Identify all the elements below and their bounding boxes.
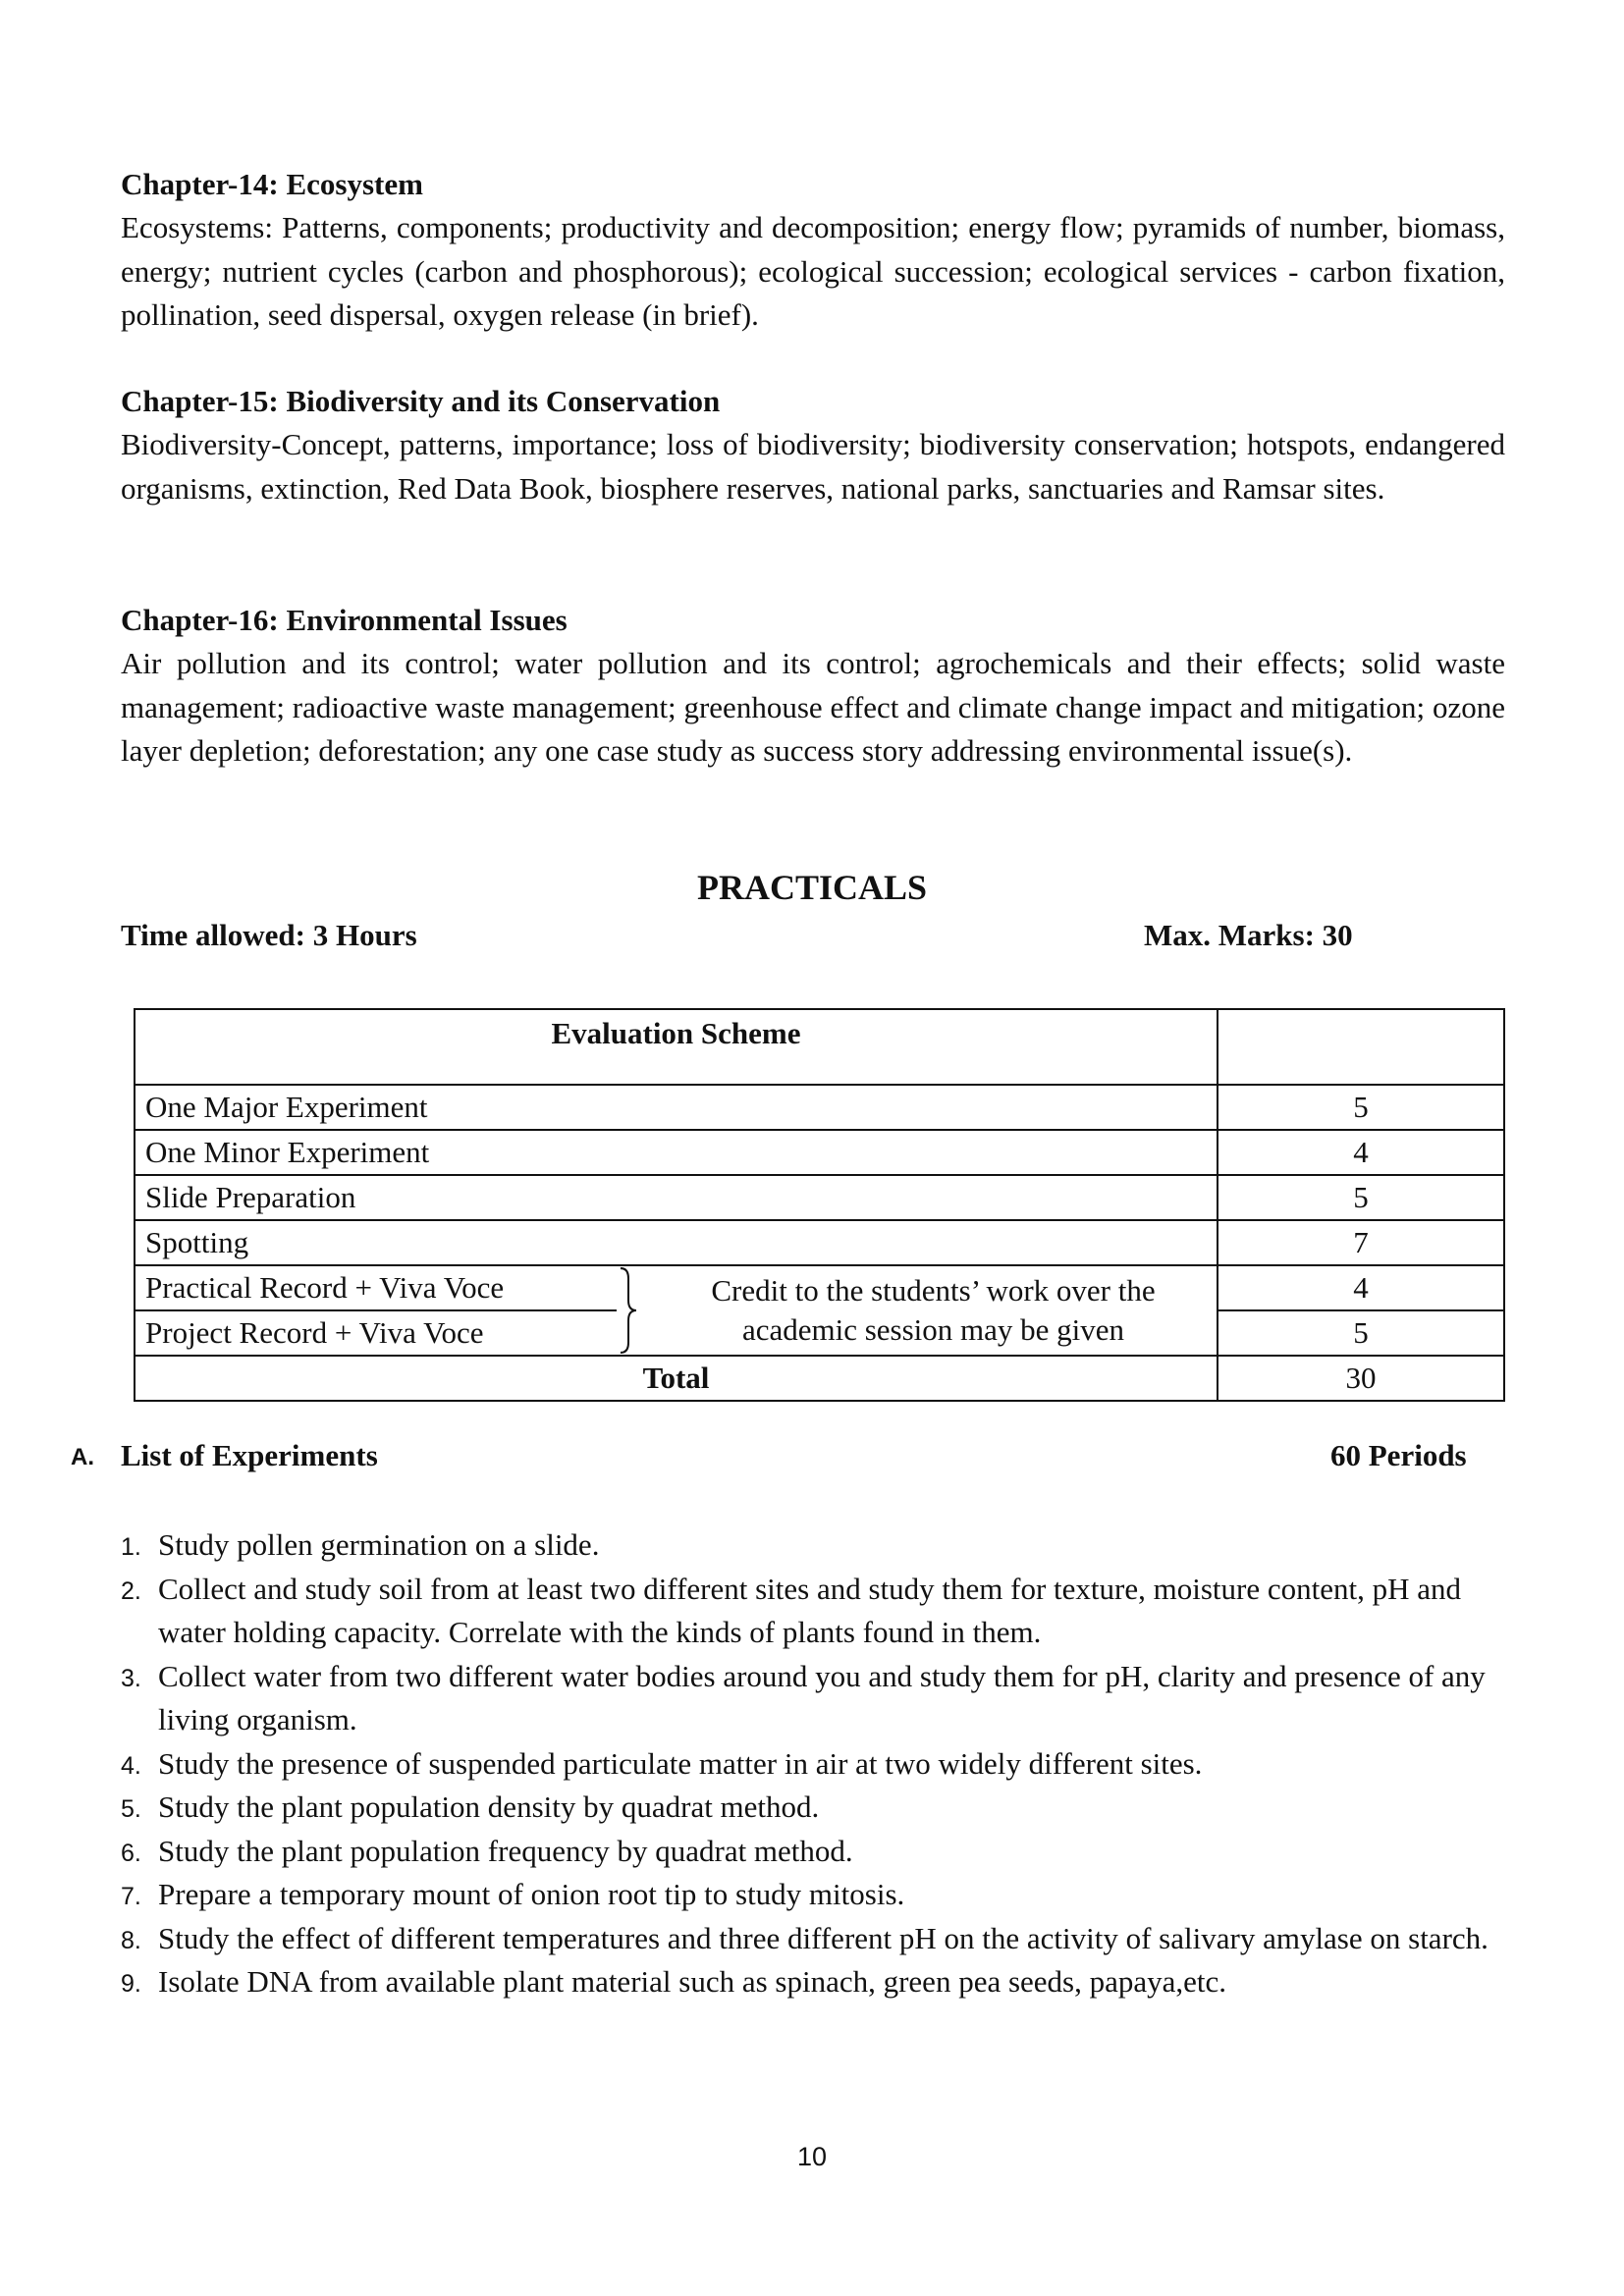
time-allowed: Time allowed: 3 Hours: [121, 918, 417, 952]
total-label: Total: [135, 1356, 1218, 1401]
table-row: [135, 1130, 1504, 1175]
evaluation-marks: 7: [1218, 1220, 1504, 1265]
table-row: [135, 1220, 1504, 1265]
table-row: [135, 1265, 1504, 1310]
item-text: Study the plant population density by quadrat method.: [158, 1789, 820, 1824]
item-text: Isolate DNA from available plant material such as spinach, green pea seeds, papaya,etc.: [158, 1964, 1227, 1999]
item-number: 3.: [121, 1664, 141, 1692]
chapter-16-section: [121, 599, 1505, 774]
item-number: 4.: [121, 1751, 141, 1780]
chapter-15-section: [121, 380, 1505, 510]
list-item: [121, 1960, 1505, 2004]
max-marks: Max. Marks: 30: [1144, 918, 1353, 952]
item-number: 7.: [121, 1883, 141, 1910]
evaluation-item: One Major Experiment: [135, 1085, 1218, 1130]
table-header-row: [135, 1009, 1504, 1085]
chapter-14-heading: Chapter-14: Ecosystem: [121, 167, 423, 201]
evaluation-marks: 5: [1218, 1310, 1504, 1356]
item-number: 2.: [121, 1576, 141, 1605]
section-title: List of Experiments: [121, 1438, 378, 1472]
item-text: Study the plant population frequency by quadrat method.: [158, 1833, 853, 1868]
evaluation-marks: 4: [1218, 1265, 1504, 1310]
item-text: Study pollen germination on a slide.: [158, 1527, 600, 1562]
table-row: [135, 1085, 1504, 1130]
marks-header-cell: [1218, 1009, 1504, 1085]
evaluation-item: One Minor Experiment: [135, 1130, 1218, 1175]
evaluation-item: Slide Preparation: [135, 1175, 1218, 1220]
evaluation-marks: 4: [1218, 1130, 1504, 1175]
practicals-title: PRACTICALS: [696, 868, 928, 907]
evaluation-item: Spotting: [135, 1220, 1218, 1265]
list-item: [121, 1523, 1505, 1568]
total-marks: 30: [1218, 1356, 1504, 1401]
list-item: [121, 1786, 1505, 1830]
evaluation-item: Project Record + Viva Voce: [135, 1310, 617, 1356]
credit-note-line-2: academic session may be given: [741, 1312, 1125, 1347]
credit-note-line-1: Credit to the students’ work over the: [711, 1273, 1156, 1308]
item-number: 6.: [121, 1839, 141, 1867]
item-number: 5.: [121, 1795, 141, 1823]
evaluation-item: Practical Record + Viva Voce: [135, 1265, 617, 1310]
list-item: [121, 1873, 1505, 1917]
chapter-16-body: Air pollution and its control; water pollution and its control; agrochemicals and their effects; solid waste management; radioactive waste management; greenhouse effect and climate change impact and mitigation; ozone layer depletion; deforestation; any one case study as success story addressing environmental issue(s).: [121, 646, 1505, 768]
total-row: [135, 1356, 1504, 1401]
list-item: [121, 1917, 1505, 1961]
item-number: 1.: [121, 1533, 141, 1561]
page-number: 10: [796, 2142, 828, 2171]
item-text: Collect water from two different water bodies around you and study them for pH, clarity and presence of any living organism.: [158, 1658, 1486, 1736]
item-number: 8.: [121, 1926, 141, 1954]
list-item: [121, 1655, 1505, 1742]
evaluation-scheme-table: [134, 1008, 1505, 1402]
chapter-15-body: Biodiversity-Concept, patterns, importance; loss of biodiversity; biodiversity conservation; hotspots, endangered organisms, extinction, Red Data Book, biosphere reserves, national parks, sanctuaries and Ramsar sites.: [121, 427, 1505, 506]
section-periods: 60 Periods: [1330, 1438, 1467, 1472]
chapter-15-heading: Chapter-15: Biodiversity and its Conservation: [121, 384, 721, 418]
list-item: [121, 1830, 1505, 1874]
chapter-14-section: [121, 163, 1505, 338]
list-item: [121, 1742, 1505, 1787]
table-row: [135, 1175, 1504, 1220]
item-text: Study the presence of suspended particulate matter in air at two widely different sites.: [158, 1745, 1203, 1781]
item-text: Prepare a temporary mount of onion root tip to study mitosis.: [158, 1877, 905, 1911]
evaluation-scheme-header: Evaluation Scheme: [135, 1009, 1218, 1085]
experiments-list: [121, 1523, 1505, 2004]
item-text: Collect and study soil from at least two different sites and study them for texture, moisture content, pH and water holding capacity. Correlate with the kinds of plants found in them.: [158, 1571, 1461, 1649]
item-text: Study the effect of different temperatures and three different pH on the activity of salivary amylase on starch.: [158, 1920, 1489, 1955]
item-number: 9.: [121, 1970, 141, 1998]
evaluation-marks: 5: [1218, 1085, 1504, 1130]
evaluation-marks: 5: [1218, 1175, 1504, 1220]
section-letter: A.: [71, 1444, 94, 1470]
curly-brace-icon: [617, 1266, 646, 1355]
chapter-14-body: Ecosystems: Patterns, components; productivity and decomposition; energy flow; pyramids of number, biomass, energy; nutrient cycles (carbon and phosphorous); ecological succession; ecological services - carbon fixation, pollination, seed dispersal, oxygen release (in brief).: [121, 210, 1505, 332]
list-item: [121, 1568, 1505, 1655]
chapter-16-heading: Chapter-16: Environmental Issues: [121, 603, 568, 637]
credit-note-cell: [617, 1265, 1218, 1356]
